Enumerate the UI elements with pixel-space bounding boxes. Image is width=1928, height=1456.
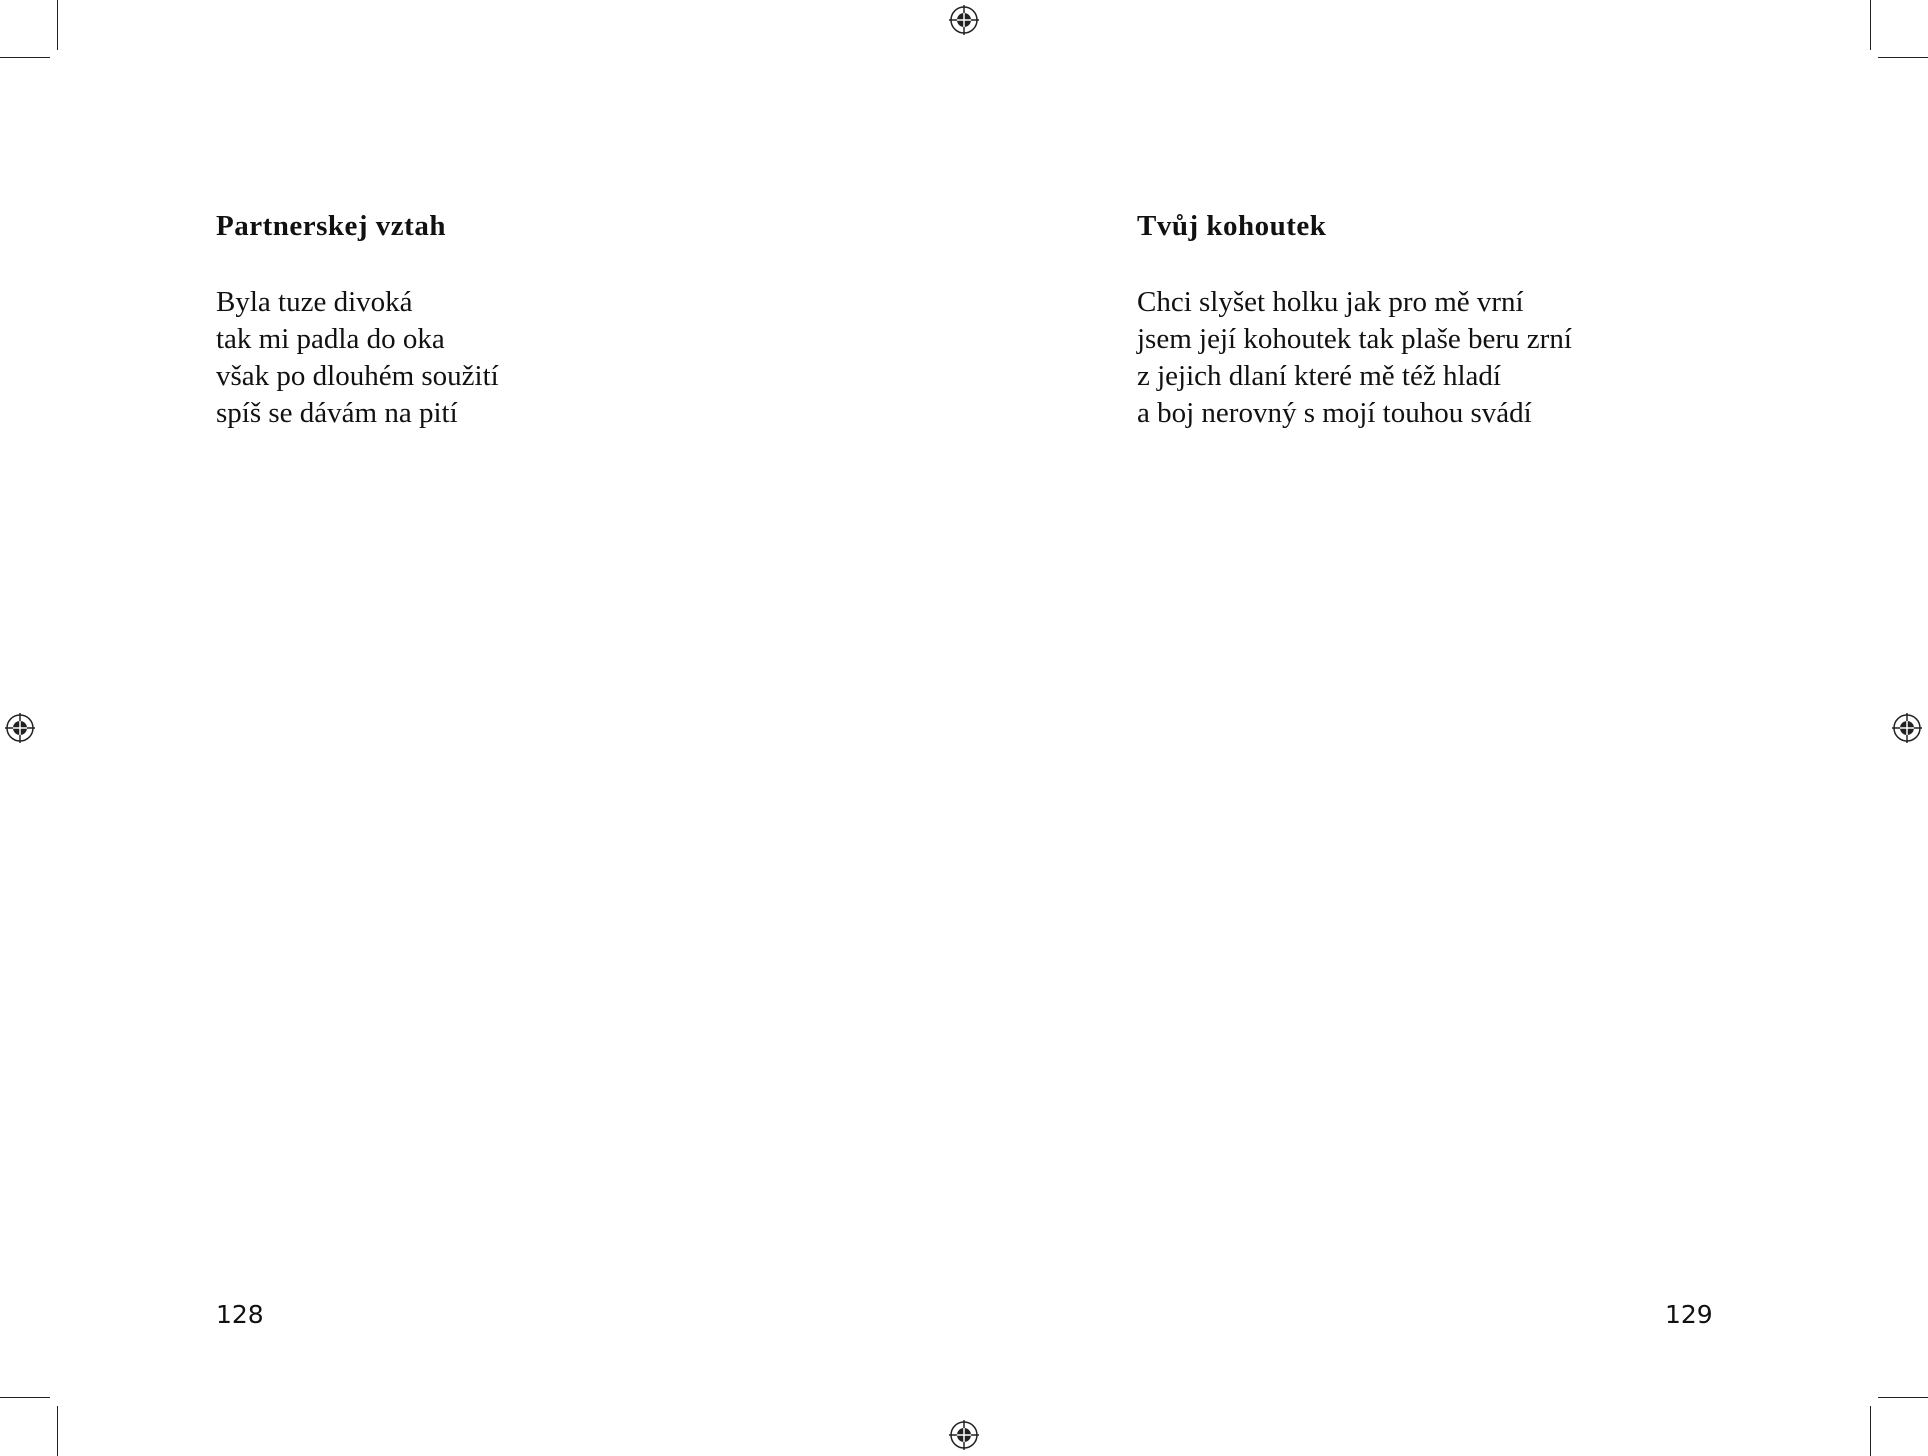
crop-mark-bottom-left-v bbox=[57, 1406, 58, 1456]
poem-title: Tvůj kohoutek bbox=[1137, 210, 1327, 242]
poem-line: z jejich dlaní které mě též hladí bbox=[1137, 360, 1501, 392]
registration-target-icon bbox=[1892, 713, 1922, 743]
crop-mark-top-left-h bbox=[0, 57, 50, 58]
page-number: 129 bbox=[1665, 1300, 1713, 1329]
crop-mark-top-left-v bbox=[57, 0, 58, 50]
registration-target-icon bbox=[949, 5, 979, 35]
poem-body bbox=[216, 284, 499, 432]
page-number: 128 bbox=[216, 1300, 264, 1329]
poem-line: však po dlouhém soužití bbox=[216, 360, 499, 392]
crop-mark-top-right-v bbox=[1870, 0, 1871, 50]
right-page bbox=[1137, 0, 1837, 1456]
crop-mark-bottom-right-h bbox=[1878, 1397, 1928, 1398]
crop-mark-top-right-h bbox=[1878, 57, 1928, 58]
poem-line: tak mi padla do oka bbox=[216, 323, 445, 355]
poem-line: spíš se dávám na pití bbox=[216, 397, 458, 429]
crop-mark-bottom-right-v bbox=[1870, 1406, 1871, 1456]
registration-target-icon bbox=[949, 1420, 979, 1450]
poem-line: Chci slyšet holku jak pro mě vrní bbox=[1137, 286, 1524, 318]
poem-line: jsem její kohoutek tak plaše beru zrní bbox=[1137, 323, 1572, 355]
poem-body bbox=[1137, 284, 1572, 432]
poem-title: Partnerskej vztah bbox=[216, 210, 446, 242]
poem-line: Byla tuze divoká bbox=[216, 286, 413, 318]
poem-line: a boj nerovný s mojí touhou svádí bbox=[1137, 397, 1532, 429]
left-page bbox=[216, 0, 916, 1456]
crop-mark-bottom-left-h bbox=[0, 1397, 50, 1398]
registration-target-icon bbox=[5, 713, 35, 743]
